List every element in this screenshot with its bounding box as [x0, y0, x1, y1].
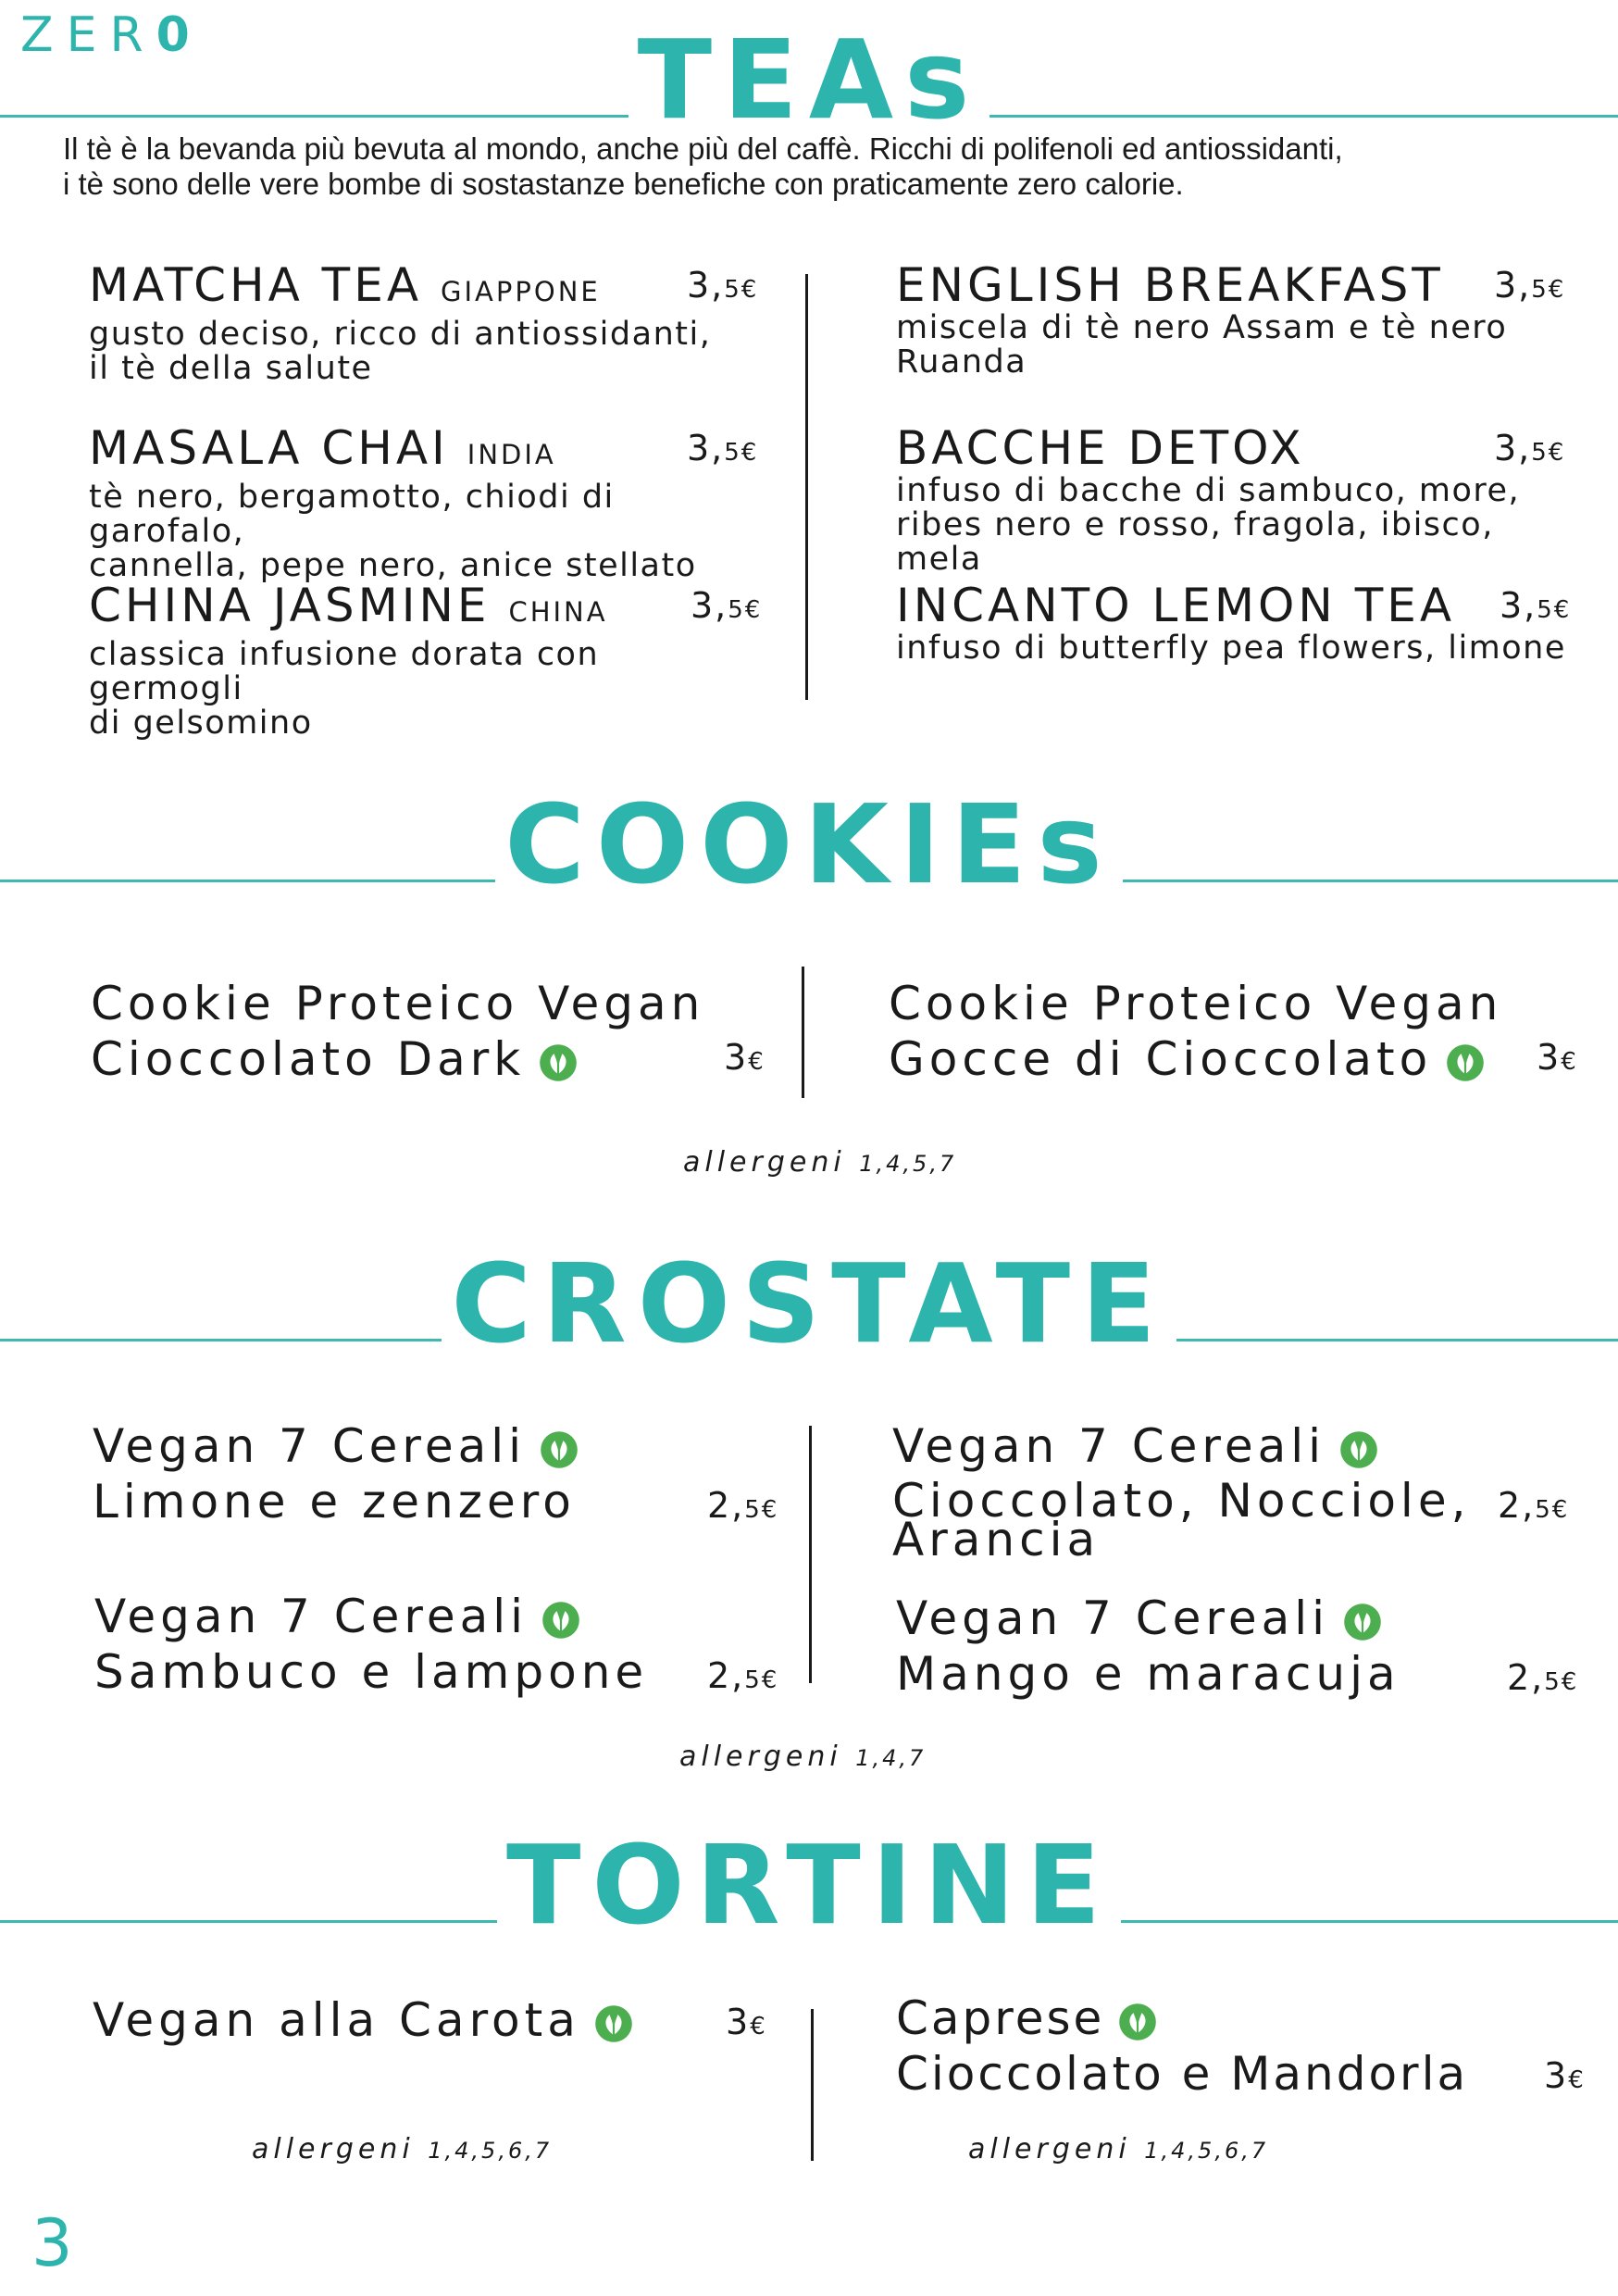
tea-price: 3,5€	[1494, 265, 1566, 306]
tea-item	[896, 422, 1581, 577]
teas-title: TEAs	[0, 24, 1618, 135]
tea-description: tè nero, bergamotto, chiodi di garofalo, cannella, pepe nero, anice stellato	[89, 479, 697, 584]
tea-name: CHINA JASMINE	[89, 579, 491, 632]
cookies-title: COOKIEs	[0, 789, 1618, 900]
vegan-leaf-icon	[541, 1600, 581, 1641]
cookie-name: Cookie Proteico Vegan	[91, 977, 705, 1030]
tortina-flavor: alla Carota	[279, 1993, 580, 2047]
crostata-item	[896, 1591, 1599, 1702]
tortina-label-bold: Vegan	[93, 1993, 260, 2047]
tea-item	[896, 259, 1581, 380]
tea-price: 3,5€	[687, 428, 759, 468]
cookies-divider	[802, 967, 804, 1098]
crostata-flavor: Sambuco e lampone	[94, 1645, 649, 1699]
tortine-divider	[811, 2009, 814, 2161]
tea-item	[89, 580, 765, 741]
tea-description: miscela di tè nero Assam e tè nero Ruanda	[896, 309, 1508, 381]
brand-suffix: 0	[156, 7, 203, 63]
tortina-name: Caprese	[896, 1991, 1105, 2045]
tea-name: MATCHA TEA	[89, 258, 423, 312]
vegan-leaf-icon	[1342, 1602, 1383, 1642]
teas-intro-line-1: Il tè è la bevanda più bevuta al mondo, anche più del caffè. Ricchi di polifenoli ed antiossidanti,	[63, 131, 1343, 166]
vegan-leaf-icon	[1445, 1042, 1486, 1083]
vegan-leaf-icon	[539, 1429, 579, 1470]
teas-intro-line-2: i tè sono delle vere bombe di sostastanze benefiche con praticamente zero calorie.	[63, 167, 1184, 201]
crostata-flavor: Cioccolato, Nocciole, Arancia	[892, 1474, 1471, 1566]
tea-item	[89, 259, 765, 386]
vegan-leaf-icon	[593, 2003, 634, 2044]
tortina-item	[93, 1992, 796, 2048]
tea-origin: INDIA	[467, 439, 556, 470]
tea-description: classica infusione dorata con germogli di gelsomino	[89, 636, 600, 742]
crostata-price: 2,5€	[707, 1485, 779, 1526]
crostata-item	[892, 1418, 1596, 1566]
crostata-name: Vegan 7 Cereali	[896, 1591, 1330, 1645]
tortina-item	[896, 1990, 1599, 2102]
crostata-price: 2,5€	[707, 1655, 779, 1696]
tortina-flavor: Cioccolato e Mandorla	[896, 2047, 1469, 2101]
tea-origin: GIAPPONE	[441, 276, 601, 307]
cookie-price: 3€	[724, 1037, 765, 1078]
crostate-divider	[809, 1426, 812, 1683]
tea-origin: CHINA	[508, 596, 608, 628]
tea-name: INCANTO LEMON TEA	[896, 579, 1456, 632]
teas-divider	[805, 274, 808, 700]
page-number: 3	[31, 2205, 73, 2281]
teas-intro	[63, 131, 1581, 202]
crostate-title: CROSTATE	[0, 1248, 1618, 1359]
crostata-flavor: Limone e zenzero	[93, 1475, 576, 1529]
cookie-price: 3€	[1537, 1037, 1578, 1078]
crostata-item	[93, 1418, 796, 1529]
tortina-price: 3€	[726, 2002, 767, 2042]
crostata-name: Vegan 7 Cereali	[93, 1419, 527, 1473]
tortina-allergens: allergeni 1,4,5,6,7	[252, 2133, 553, 2165]
tortine-title: TORTINE	[0, 1829, 1618, 1940]
tea-name: ENGLISH BREAKFAST	[896, 258, 1444, 312]
crostata-item	[94, 1589, 798, 1700]
tea-description: infuso di bacche di sambuco, more, ribes nero e rosso, fragola, ibisco, mela	[896, 472, 1521, 578]
cookie-flavor: Gocce di Cioccolato	[889, 1032, 1433, 1086]
cookie-flavor: Cioccolato Dark	[91, 1032, 526, 1086]
tea-description: gusto deciso, ricco di antiossidanti, il tè della salute	[89, 316, 712, 387]
cookie-name: Cookie Proteico Vegan	[889, 977, 1503, 1030]
crostata-name: Vegan 7 Cereali	[94, 1590, 529, 1643]
vegan-leaf-icon	[538, 1042, 579, 1083]
tea-item	[89, 422, 765, 583]
crostata-name: Vegan 7 Cereali	[892, 1419, 1326, 1473]
tea-price: 3,5€	[1494, 428, 1566, 468]
crostata-flavor: Mango e maracuja	[896, 1647, 1400, 1701]
tea-item	[896, 580, 1581, 666]
tea-name: BACCHE DETOX	[896, 421, 1305, 475]
vegan-leaf-icon	[1117, 2002, 1158, 2042]
crostate-allergens: allergeni 1,4,7	[679, 1741, 927, 1773]
cookie-item	[889, 976, 1592, 1087]
crostata-price: 2,5€	[1507, 1657, 1579, 1698]
tortina-allergens: allergeni 1,4,5,6,7	[968, 2133, 1269, 2165]
tea-price: 3,5€	[1500, 585, 1572, 626]
crostata-price: 2,5€	[1498, 1485, 1570, 1526]
tea-price: 3,5€	[691, 585, 763, 626]
brand-prefix: ZER	[20, 7, 156, 63]
tea-price: 3,5€	[687, 265, 759, 306]
vegan-leaf-icon	[1338, 1429, 1379, 1470]
tea-name: MASALA CHAI	[89, 421, 449, 475]
tea-description: infuso di butterfly pea flowers, limone	[896, 630, 1566, 667]
tortina-price: 3€	[1544, 2055, 1586, 2096]
cookie-item	[91, 976, 776, 1087]
cookies-allergens: allergeni 1,4,5,7	[683, 1146, 957, 1179]
